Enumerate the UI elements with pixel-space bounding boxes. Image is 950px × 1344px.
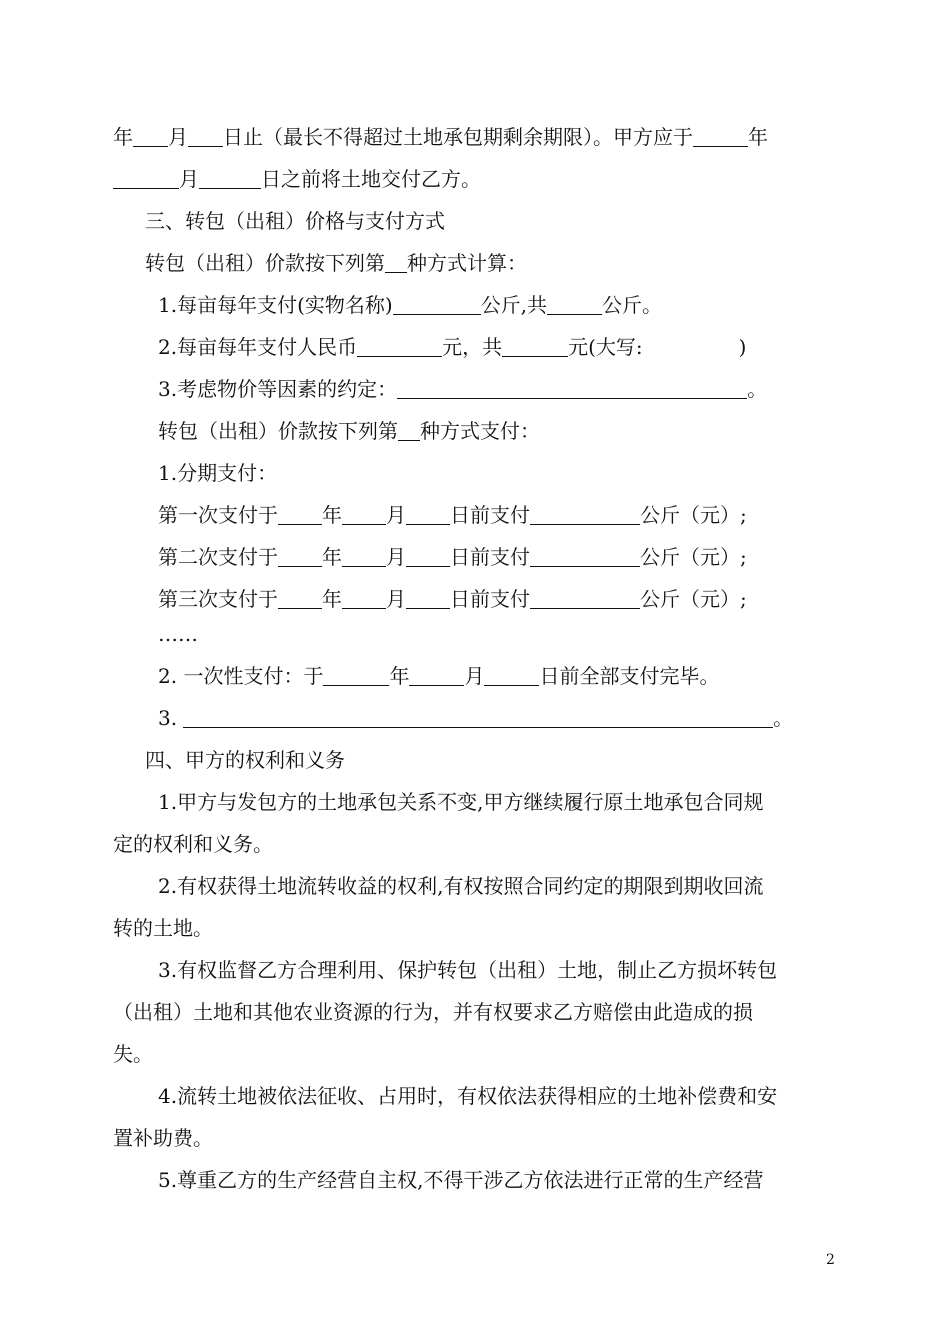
text-line: 转包（出租）价款按下列第 种方式支付： [158,419,540,443]
text-line: 置补助费。 [113,1126,213,1150]
installment-line: 第一次支付于 年 月 日前支付 公斤（元）; [158,503,747,527]
text-line: 转包（出租）价款按下列第 种方式计算： [145,251,527,275]
blank-underline [406,504,450,525]
blank-underline [502,336,568,357]
text-line: 1.分期支付： [158,461,278,485]
blank-underline [393,294,481,315]
installment-line: 第三次支付于 年 月 日前支付 公斤（元）; [158,587,747,611]
blank-underline [278,546,322,567]
text-line: 1.甲方与发包方的土地承包关系不变,甲方继续履行原土地承包合同规 [158,790,764,814]
text-line: 2. 一次性支付：于 年 月 日前全部支付完毕。 [158,664,720,688]
text-line: 失。 [113,1042,153,1066]
blank-underline [133,126,168,147]
text-line: 年 月 日止（最长不得超过土地承包期剩余期限）。甲方应于 年 [113,125,768,149]
blank-underline [693,126,748,147]
text-line: 2.每亩每年支付人民币 元，共 元(大写: ) [158,335,747,359]
blank-underline [484,665,539,686]
blank-underline [113,168,179,189]
blank-underline [397,378,747,399]
installment-line: 第二次支付于 年 月 日前支付 公斤（元）; [158,545,747,569]
ellipsis: …… [158,622,198,646]
text-line: 定的权利和义务。 [113,832,273,856]
blank-underline [323,665,389,686]
text-line: （出租）土地和其他农业资源的行为，并有权要求乙方赔偿由此造成的损 [113,1000,753,1024]
text-line: 转的土地。 [113,916,213,940]
text-line: 2.有权获得土地流转收益的权利,有权按照合同约定的期限到期收回流 [158,874,764,898]
blank-underline [398,420,420,441]
blank-underline [357,336,442,357]
text-line: 3. 。 [158,706,794,730]
text-line: 3.考虑物价等因素的约定： 。 [158,377,768,401]
blank-underline [278,504,322,525]
blank-underline [342,504,386,525]
blank-underline [406,546,450,567]
blank-underline [406,588,450,609]
text-line: 月 日之前将土地交付乙方。 [113,165,481,193]
blank-underline [342,588,386,609]
blank-underline [188,126,223,147]
blank-underline [385,252,407,273]
blank-underline [342,546,386,567]
section-heading: 三、转包（出租）价格与支付方式 [145,209,445,233]
blank-underline [199,168,261,189]
blank-underline [530,588,640,609]
text-line: 4.流转土地被依法征收、占用时，有权依法获得相应的土地补偿费和安 [158,1084,778,1108]
text-line: 1.每亩每年支付(实物名称) 公斤,共 公斤。 [158,293,663,317]
blank-underline [530,504,640,525]
page-number: 2 [826,1252,835,1268]
section-heading: 四、甲方的权利和义务 [145,748,345,772]
blank-underline [278,588,322,609]
blank-underline [547,294,602,315]
blank-underline [530,546,640,567]
blank-underline [183,707,773,728]
text-line: 5.尊重乙方的生产经营自主权,不得干涉乙方依法进行正常的生产经营 [158,1168,764,1192]
blank-underline [409,665,464,686]
text-line: 3.有权监督乙方合理利用、保护转包（出租）土地，制止乙方损坏转包 [158,958,778,982]
